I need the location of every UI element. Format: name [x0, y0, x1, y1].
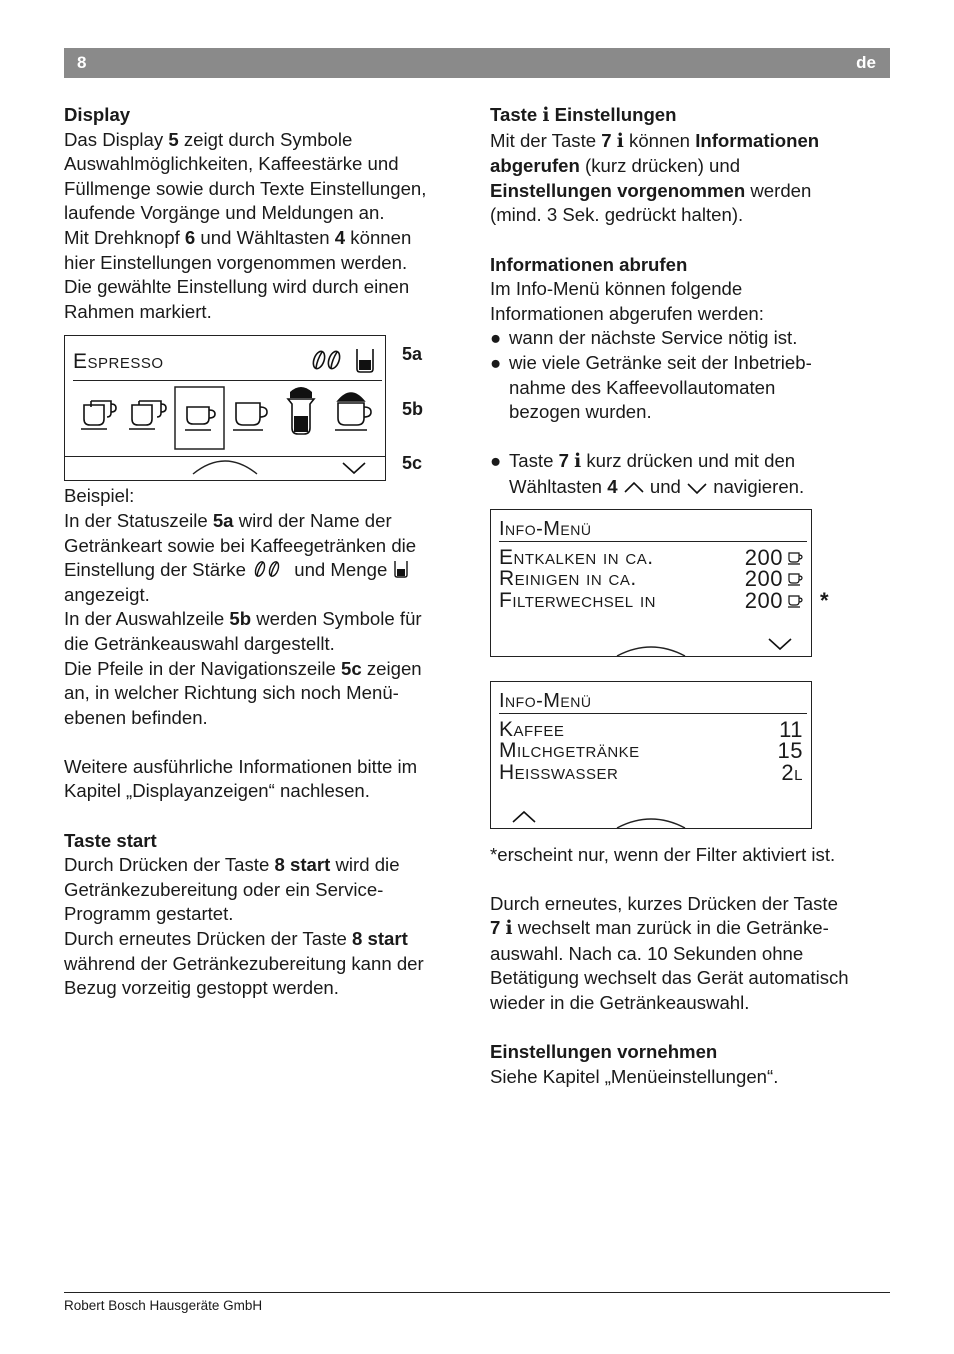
- text-line: Beispiel:: [64, 485, 135, 507]
- text-line: Mit Drehknopf 6 und Wähltasten 4 können: [64, 226, 412, 248]
- rotary-knob-arc: [613, 816, 689, 830]
- status-separator: [73, 380, 382, 381]
- text-line: Die gewählte Einstellung wird durch einen: [64, 276, 410, 298]
- text-line: Kapitel „Displayanzeigen“ nachlesen.: [64, 780, 370, 802]
- text-line: Die Pfeile in der Navigationszeile 5c zeigen: [64, 657, 422, 679]
- text-line: während der Getränkezubereitung kann der: [64, 952, 424, 974]
- label-5c: 5c: [402, 453, 423, 474]
- taste-i-paragraph: [490, 129, 890, 228]
- start-heading: Taste start: [64, 829, 157, 851]
- page-number: 8: [77, 53, 87, 72]
- list-item: ● wie viele Getränke seit der Inbetrieb- nahme des Kaffeevollautomaten bezogen wurden.: [490, 351, 890, 425]
- list-item: ● wann der nächste Service nötig ist.: [490, 326, 890, 351]
- text-line: hier Einstellungen vorgenommen werden.: [64, 251, 408, 273]
- text-line: Bezug vorzeitig gestoppt werden.: [64, 977, 339, 999]
- text-line: Durch Drücken der Taste 8 start wird die: [64, 854, 400, 876]
- rotary-knob-arc: [613, 644, 689, 658]
- text-line: Taste 7 i kurz drücken und mit den: [509, 450, 796, 473]
- label-5b: 5b: [402, 399, 424, 420]
- nav-bullet-list: [490, 449, 890, 499]
- label-5a: 5a: [402, 344, 423, 365]
- text-line: Informationen abgerufen werden:: [490, 302, 764, 324]
- text-line: Das Display 5 zeigt durch Symbole: [64, 128, 353, 150]
- list-item: ● Taste 7 i kurz drücken und mit den Wähltasten 4 und navigieren.: [490, 449, 890, 499]
- text-line: Durch erneutes Drücken der Taste 8 start: [64, 928, 408, 950]
- text-line: (mind. 3 Sek. gedrückt halten).: [490, 204, 744, 226]
- cup-icon: [787, 573, 803, 586]
- selection-frame: [175, 387, 224, 449]
- cup-icon: [787, 595, 803, 608]
- coffee-cup-icon[interactable]: [233, 403, 267, 430]
- espresso-cup-icon[interactable]: [185, 407, 215, 430]
- fill-amount-icon: [392, 559, 410, 579]
- info-row-cleaning: Reinigen in ca. 200: [499, 568, 805, 590]
- text-line: Einstellungen vorgenommen werden: [490, 179, 812, 201]
- title-separator: [499, 541, 807, 542]
- settings-paragraph: Siehe Kapitel „Menüeinstellungen“.: [490, 1065, 779, 1087]
- footer-rule: [64, 1292, 890, 1293]
- text-line: Weitere ausführliche Informationen bitte im: [64, 755, 418, 777]
- chevron-up-icon[interactable]: [511, 809, 537, 825]
- text-line: Getränkezubereitung oder ein Service-: [64, 878, 384, 900]
- text-line: bezogen wurden.: [509, 401, 652, 423]
- selection-line: [65, 384, 385, 454]
- chevron-up-icon: [623, 480, 645, 496]
- language-code: de: [856, 53, 876, 72]
- filter-marker: *: [820, 587, 829, 613]
- text-line: Durch erneutes, kurzes Drücken der Taste: [490, 892, 838, 914]
- info-menu-title: Info-Menü: [499, 517, 592, 540]
- text-line: Im Info-Menü können folgende: [490, 278, 743, 300]
- text-line: Einstellung der Stärke und Menge: [64, 558, 464, 583]
- info-row-filter: Filterwechsel in 200: [499, 590, 805, 612]
- text-line: an, in welcher Richtung sich noch Menü-: [64, 682, 399, 704]
- info-heading: Informationen abrufen: [490, 253, 688, 275]
- text-line: Getränkeart sowie bei Kaffeegetränken die: [64, 534, 417, 556]
- right-column: [490, 103, 890, 1089]
- start-paragraph: [64, 853, 464, 1001]
- chevron-down-icon[interactable]: [341, 460, 367, 476]
- info-menu-figure-1: [490, 509, 890, 657]
- text-line: In der Statuszeile 5a wird der Name der: [64, 509, 392, 531]
- text-line: Füllmenge sowie durch Texte Einstellungen,: [64, 177, 427, 199]
- text-line: 7 i wechselt man zurück in die Getränke-: [490, 917, 829, 940]
- text-line: wieder in die Getränkeauswahl.: [490, 992, 750, 1014]
- example-display: [64, 335, 386, 481]
- example-paragraph: [64, 484, 464, 730]
- taste-i-heading: Taste i Einstellungen: [490, 104, 677, 126]
- status-line-text: Espresso: [73, 350, 164, 374]
- text-line: ebenen befinden.: [64, 706, 208, 728]
- info-row-milk: Milchgetränke 15: [499, 737, 803, 763]
- info-menu-display-2: [490, 681, 812, 829]
- text-line: nahme des Kaffeevollautomaten: [509, 376, 776, 398]
- footnote: *erscheint nur, wenn der Filter aktiviert ist.: [490, 843, 836, 865]
- text-line: laufende Vorgänge und Meldungen an.: [64, 202, 385, 224]
- info-row-hotwater: Heisswasser 2l: [499, 759, 803, 785]
- info-row-descaling: Entkalken in ca. 200: [499, 547, 805, 569]
- text-line: Betätigung wechselt das Gerät automatisch: [490, 967, 849, 989]
- bean-icon: [311, 350, 342, 370]
- header-bar: [64, 48, 890, 78]
- text-line: Wähltasten 4 und navigieren.: [509, 475, 805, 497]
- text-line: Programm gestartet.: [64, 903, 234, 925]
- info-row-coffee: Kaffee 11: [499, 716, 803, 742]
- text-line: In der Auswahlzeile 5b werden Symbole für: [64, 608, 422, 630]
- left-column: [64, 103, 464, 1001]
- bean-icon: [251, 559, 289, 579]
- text-line: die Getränkeauswahl dargestellt.: [64, 632, 335, 654]
- info-menu-display-1: [490, 509, 812, 657]
- rotary-knob-arc: [185, 456, 265, 478]
- display-paragraph: [64, 128, 464, 325]
- latte-macchiato-icon[interactable]: [288, 387, 314, 434]
- display-heading: Display: [64, 104, 131, 125]
- footer-company: Robert Bosch Hausgeräte GmbH: [64, 1298, 263, 1313]
- text-line: angezeigt.: [64, 583, 150, 605]
- text-line: auswahl. Nach ca. 10 Sekunden ohne: [490, 942, 804, 964]
- text-line: Auswahlmöglichkeiten, Kaffeestärke und: [64, 153, 399, 175]
- more-info-paragraph: [64, 755, 464, 804]
- chevron-down-icon: [686, 480, 708, 496]
- cup-icon: [787, 552, 803, 565]
- return-paragraph: [490, 892, 890, 1016]
- strength-amount-icons: [309, 345, 379, 375]
- text-line: wann der nächste Service nötig ist.: [509, 327, 798, 349]
- settings-heading: Einstellungen vornehmen: [490, 1041, 718, 1063]
- title-separator: [499, 713, 807, 714]
- fill-amount-icon: [357, 349, 373, 372]
- text-line: Mit der Taste 7 i können Informationen: [490, 129, 820, 152]
- text-line: Rahmen markiert.: [64, 300, 212, 322]
- info-bullet-list: [490, 326, 890, 424]
- text-line: wie viele Getränke seit der Inbetrieb-: [509, 351, 812, 373]
- info-menu-title: Info-Menü: [499, 689, 592, 712]
- example-display-figure: [64, 335, 464, 481]
- cappuccino-icon[interactable]: [335, 393, 371, 430]
- chevron-down-icon[interactable]: [767, 636, 793, 652]
- double-cup-icon[interactable]: [81, 401, 116, 429]
- info-paragraph: [490, 277, 890, 326]
- double-cup-alt-icon[interactable]: [129, 401, 166, 429]
- text-line: abgerufen (kurz drücken) und: [490, 155, 741, 177]
